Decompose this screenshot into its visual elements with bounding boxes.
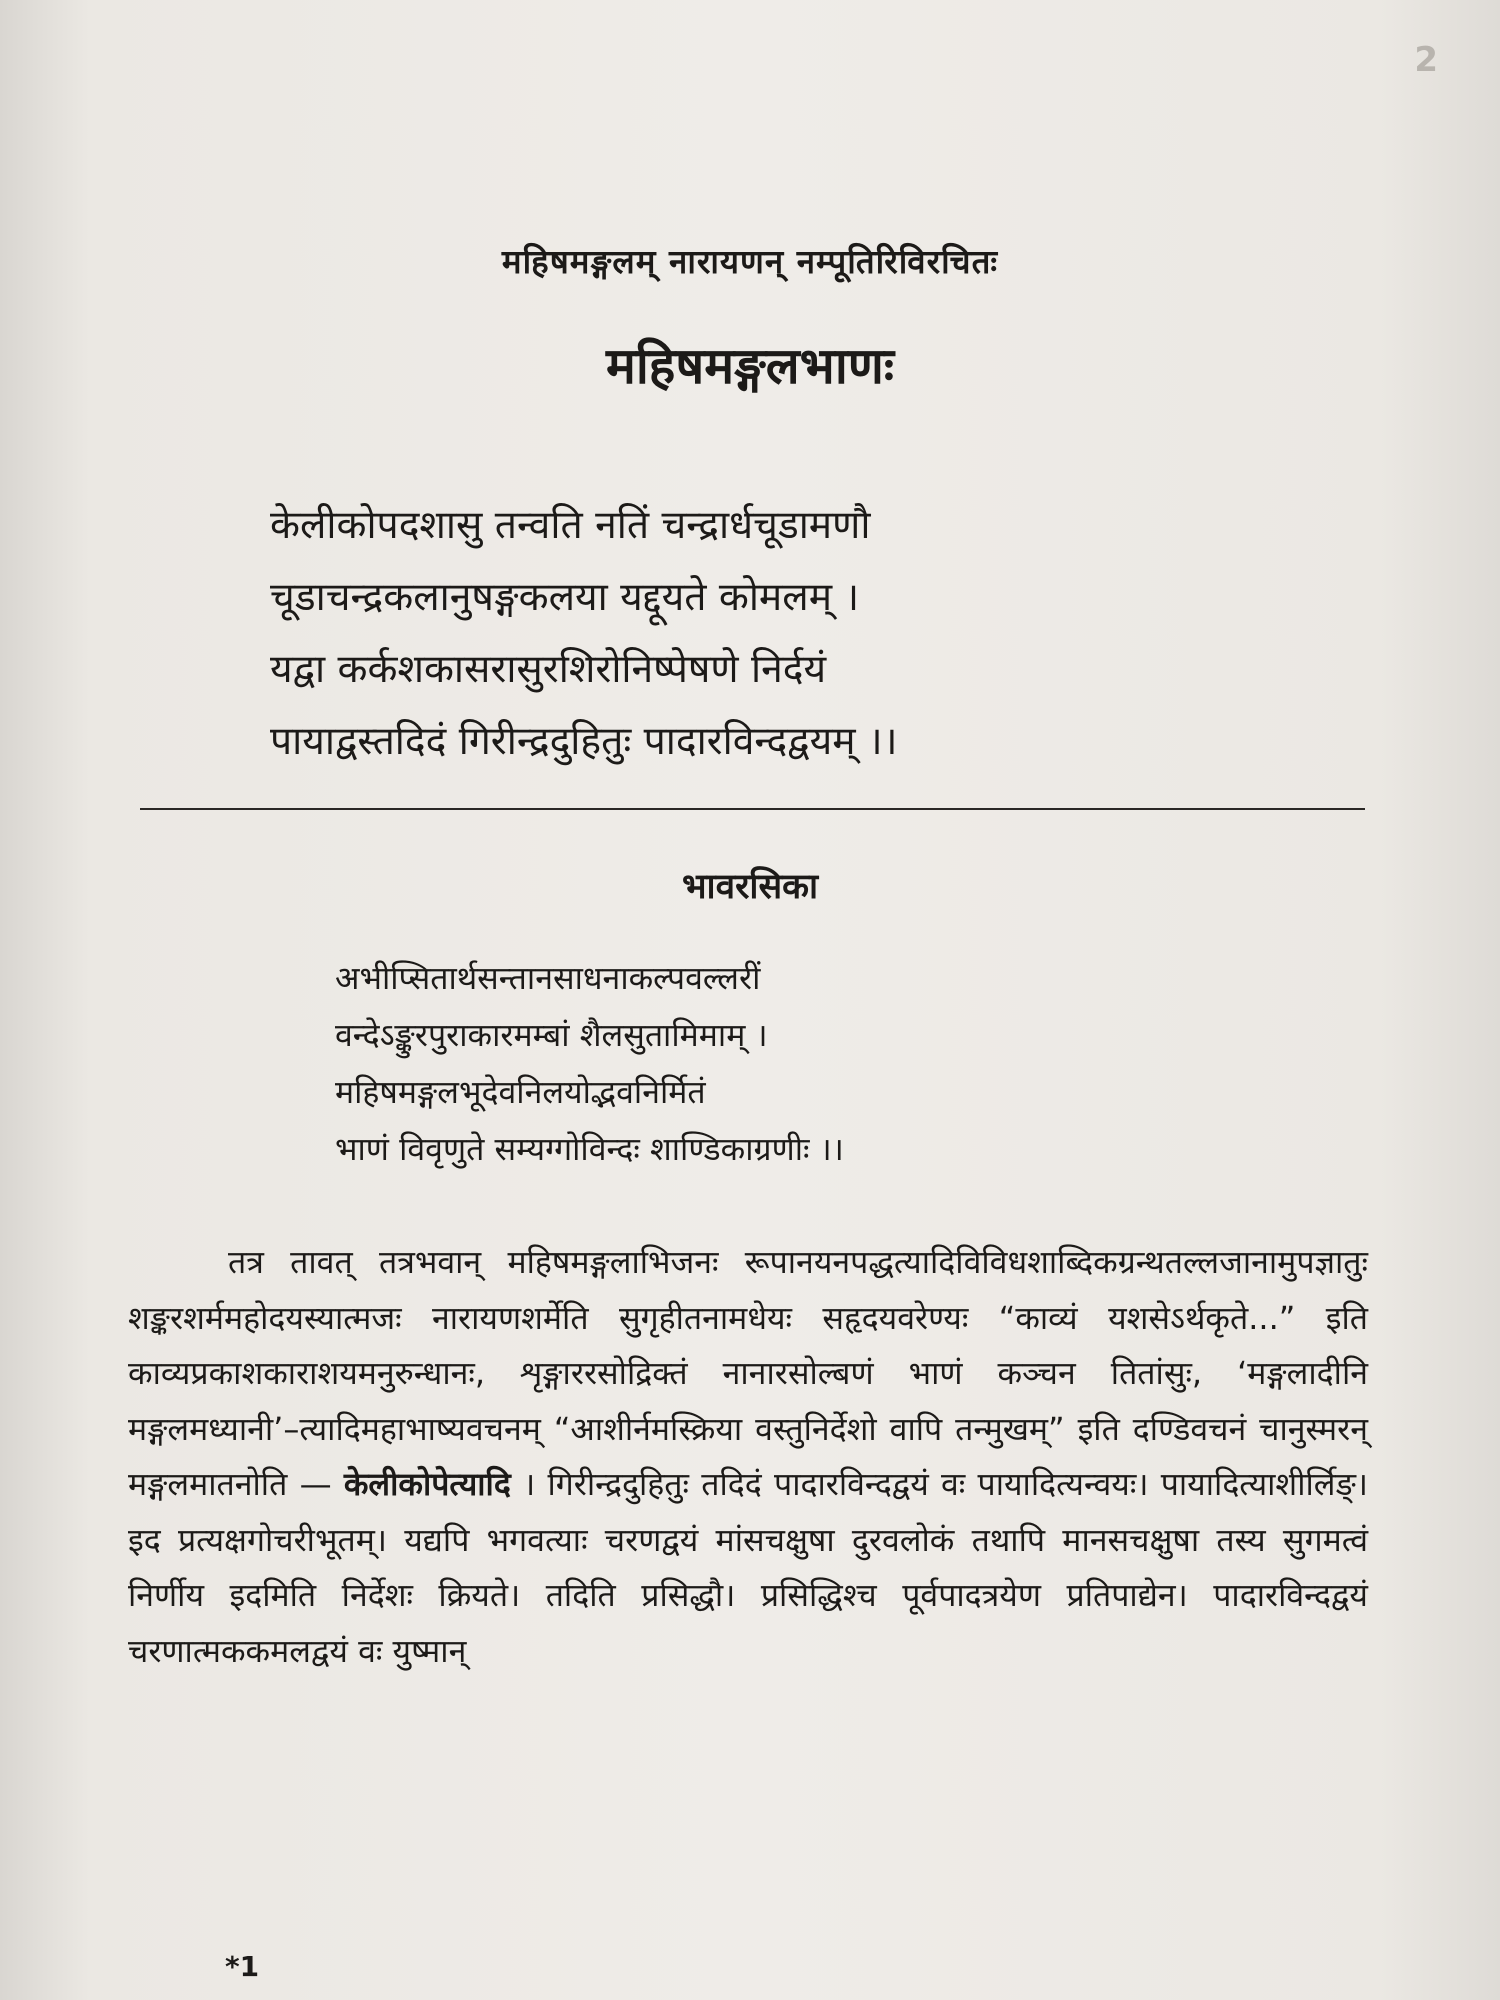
- verse-line: केलीकोपदशासु तन्वति नतिं चन्द्रार्धचूडामणौ: [270, 503, 871, 548]
- commentary-text-part: । गिरीन्द्रदुहितुः तदिदं पादारविन्दद्वयं वः पायादित्यन्वयः। पायादित्याशीर्लिङ्। इद प्रत्यक्षगोचरीभूतम्। यद्यपि भगवत्याः चरणद्वयं मांसचक्षुषा दुरवलोकं तथापि मानसचक्षुषा तस्य सुगमत्वं निर्णीय इदमिति निर्देशः क्रियते। तदिति प्रसिद्धौ। प्रसिद्धिश्च पूर्वपादत्रयेण प्रतिपाद्येन। पादारविन्दद्वयं चरणात्मककमलद्वयं वः युष्मान्: [128, 1465, 1368, 1670]
- intro-verse-line: वन्देऽङ्कुरपुराकारमम्बां शैलसुतामिमाम् ।: [335, 1016, 768, 1054]
- footnote-marker: *1: [225, 1950, 260, 1983]
- invocation-verse: [270, 490, 1270, 778]
- horizontal-rule: [140, 808, 1365, 810]
- commentary-paragraph: [128, 1235, 1368, 1679]
- intro-verse-line: भाणं विवृणुते सम्यग्गोविन्दः शाण्डिकाग्रणीः ।।: [335, 1130, 844, 1168]
- commentary-text-part: तत्र तावत् तत्रभवान् महिषमङ्गलाभिजनः रूपानयनपद्धत्यादिविविधशाब्दिकग्रन्थतल्लजानामुपज्ञातुः शङ्करशर्ममहोदयस्यात्मजः नारायणशर्मेति सुगृहीतनामधेयः सहृदयवरेण्यः “काव्यं यशसेऽर्थकृते...” इति काव्यप्रकाशकाराशयमनुरुन्धानः, शृङ्गाररसोद्रिक्तं नानारसोल्बणं भाणं कञ्चन तितांसुः, ‘मङ्गलादीनि मङ्गलमध्यानी’–त्यादिमहाभाष्यवचनम् “आशीर्नमस्क्रिया वस्तुनिर्देशो वापि तन्मुखम्” इति दण्डिवचनं चानुस्मरन् मङ्गलमातनोति —: [128, 1243, 1368, 1503]
- page-number: 2: [1414, 40, 1438, 80]
- intro-verse-line: महिषमङ्गलभूदेवनिलयोद्भवनिर्मितं: [335, 1073, 706, 1111]
- author-line: महिषमङ्गलम् नारायणन् नम्पूतिरिविरचितः: [501, 242, 999, 281]
- commentary-bold-phrase: केलीकोपेत्यादि: [343, 1465, 511, 1503]
- intro-verse-line: अभीप्सितार्थसन्तानसाधनाकल्पवल्लरीं: [335, 959, 761, 997]
- verse-line: यद्वा कर्कशकासरासुरशिरोनिष्पेषणे निर्दयं: [270, 647, 827, 692]
- main-title: महिषमङ्गलभाणः: [605, 337, 895, 395]
- commentary-intro-verse: [335, 950, 1235, 1178]
- verse-line: पायाद्वस्तदिदं गिरीन्द्रदुहितुः पादारविन्दद्वयम् ।।: [270, 719, 898, 764]
- verse-line: चूडाचन्द्रकलानुषङ्गकलया यद्दूयते कोमलम् ।: [270, 575, 860, 620]
- commentary-title: भावरसिका: [681, 867, 819, 907]
